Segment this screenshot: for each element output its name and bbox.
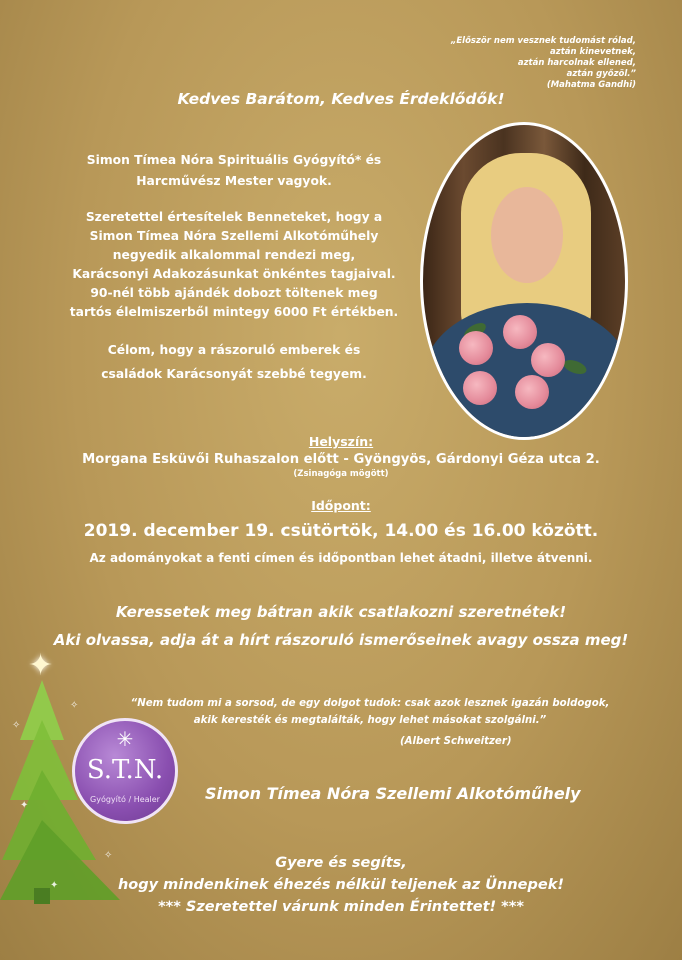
top-quote-author: (Mahatma Gandhi) (546, 80, 636, 90)
portrait-face (491, 187, 563, 283)
intro-line: 90-nél több ajándék dobozt töltenek meg (90, 286, 378, 300)
invite-line: Aki olvassa, adja át a hírt rászoruló ismerőseinek avagy ossza meg! (53, 631, 629, 649)
top-quote-line: aztán győzöl.” (566, 69, 636, 79)
time-note: Az adományokat a fenti címen és időpontban lehet átadni, illetve átvenni. (89, 551, 593, 565)
sparkle-icon: ✧ (70, 700, 79, 711)
invite-text (0, 598, 682, 654)
top-quote-line: aztán kinevetnek, (550, 47, 636, 57)
sparkle-star-icon: ✳ (116, 727, 134, 751)
intro-line: Szeretettel értesítelek Benneteket, hogy a (85, 210, 383, 224)
intro-line: Harcművész Mester vagyok. (136, 174, 332, 188)
bottom-quote-line: “Nem tudom mi a sorsod, de egy dolgot tudok: csak azok lesznek igazán boldogok, (130, 698, 610, 709)
sparkle-icon: ✧ (104, 850, 113, 861)
bottom-quote (90, 695, 650, 729)
rose-icon (459, 331, 493, 365)
intro-line: negyedik alkalommal rendezi meg, (112, 248, 356, 262)
intro-line: Célom, hogy a rászoruló emberek és (107, 343, 361, 357)
intro-paragraph-2 (44, 208, 424, 322)
bottom-quote-line: akik keresték és megtalálták, hogy lehet másokat szolgálni.” (193, 715, 547, 726)
intro-line: Simon Tímea Nóra Spirituális Gyógyító* és (86, 153, 382, 167)
closing-line: hogy mindenkinek éhezés nélkül teljenek az Ünnepek! (117, 877, 564, 893)
location-section (0, 434, 682, 479)
tree-star-icon: ✦ (28, 648, 54, 683)
intro-line: tartós élelmiszerből mintegy 6000 Ft értékben. (69, 305, 399, 319)
sparkle-icon: ✦ (50, 880, 59, 891)
logo-subtitle: Gyógyító / Healer (90, 795, 160, 804)
top-quote (376, 36, 636, 91)
sparkle-icon: ✧ (12, 720, 21, 731)
location-label: Helyszín: (308, 434, 374, 449)
stn-logo (72, 718, 178, 824)
time-label: Időpont: (311, 498, 371, 513)
closing-line: Gyere és segíts, (275, 855, 407, 871)
portrait-photo (420, 122, 628, 440)
location-note: (Zsinagóga mögött) (293, 469, 389, 479)
rose-icon (503, 315, 537, 349)
greeting-heading: Kedves Barátom, Kedves Érdeklődők! (177, 90, 505, 108)
top-quote-line: aztán harcolnak ellened, (517, 58, 636, 68)
closing-text (0, 852, 682, 918)
top-quote-line: „Először nem vesznek tudomást rólad, (450, 36, 636, 46)
bottom-quote-author: (Albert Schweitzer) (400, 736, 512, 747)
intro-text (44, 150, 424, 402)
intro-paragraph-1 (44, 150, 424, 192)
sparkle-icon: ✦ (20, 800, 29, 811)
time-datetime: 2019. december 19. csütörtök, 14.00 és 16.00 között. (83, 521, 599, 541)
workshop-name: Simon Tímea Nóra Szellemi Alkotóműhely (205, 784, 581, 803)
closing-line: *** Szeretettel várunk minden Érintettet! *** (158, 899, 524, 915)
rose-icon (531, 343, 565, 377)
time-section (0, 498, 682, 565)
intro-line: Simon Tímea Nóra Szellemi Alkotóműhely (89, 229, 379, 243)
location-venue: Morgana Esküvői Ruhaszalon előtt - Gyöngyös, Gárdonyi Géza utca 2. (82, 452, 600, 467)
invite-line: Keressetek meg bátran akik csatlakozni szeretnétek! (115, 603, 567, 621)
logo-text: S.T.N. (86, 755, 164, 785)
rose-icon (515, 375, 549, 409)
rose-icon (463, 371, 497, 405)
intro-line: családok Karácsonyát szebbé tegyem. (101, 367, 367, 381)
intro-paragraph-3 (44, 338, 424, 386)
intro-line: Karácsonyi Adakozásunkat önkéntes tagjaival. (72, 267, 396, 281)
